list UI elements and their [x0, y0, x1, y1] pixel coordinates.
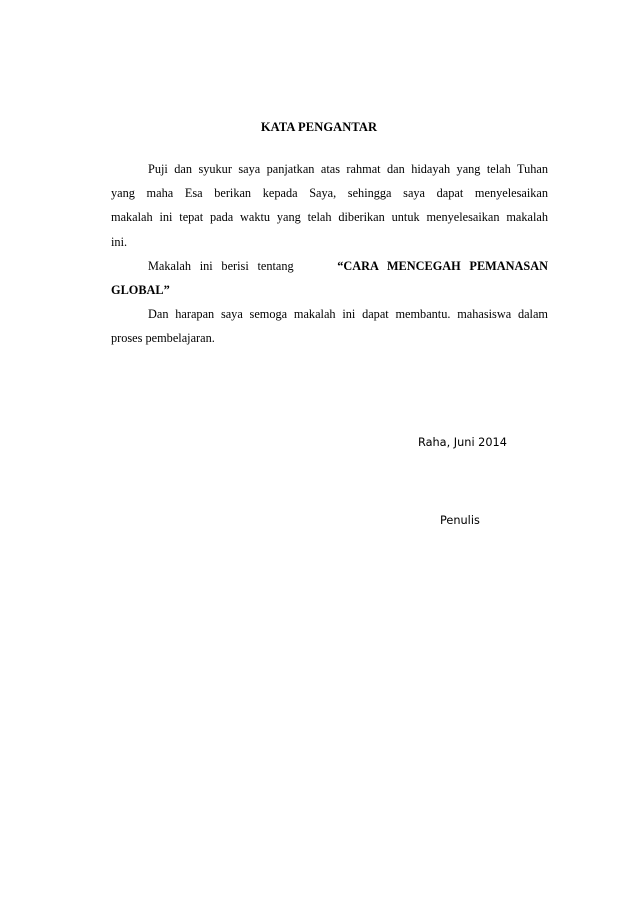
paragraph-topic	[111, 254, 548, 302]
paragraph-line: proses pembelajaran.	[111, 331, 215, 346]
paragraph-line: ini.	[111, 234, 128, 249]
topic-title-text: “CARA MENCEGAH PEMANASAN	[337, 258, 548, 273]
signature-place-date: Raha, Juni 2014	[418, 436, 507, 449]
paragraph-line: yang maha Esa berikan kepada Saya, sehingga saya dapat menyelesaikan	[111, 186, 548, 201]
document-body	[111, 157, 548, 351]
paragraph-line: makalah ini tepat pada waktu yang telah diberikan untuk menyelesaikan makalah	[111, 210, 548, 225]
paragraph-line	[111, 254, 548, 278]
topic-lead-text: Makalah ini berisi tentang	[148, 258, 294, 273]
paragraph-text: Puji dan syukur saya panjatkan atas rahmat dan hidayah yang telah Tuhan	[148, 162, 548, 176]
paragraph-acknowledgement	[111, 157, 548, 254]
topic-title-continuation: GLOBAL”	[111, 282, 170, 297]
paragraph-line	[111, 157, 548, 181]
page-title: KATA PENGANTAR	[260, 120, 378, 134]
paragraph-line	[111, 302, 548, 326]
signature-role: Penulis	[440, 514, 480, 527]
paragraph-closing	[111, 302, 548, 350]
paragraph-text: Dan harapan saya semoga makalah ini dapat membantu. mahasiswa dalam	[148, 307, 548, 322]
